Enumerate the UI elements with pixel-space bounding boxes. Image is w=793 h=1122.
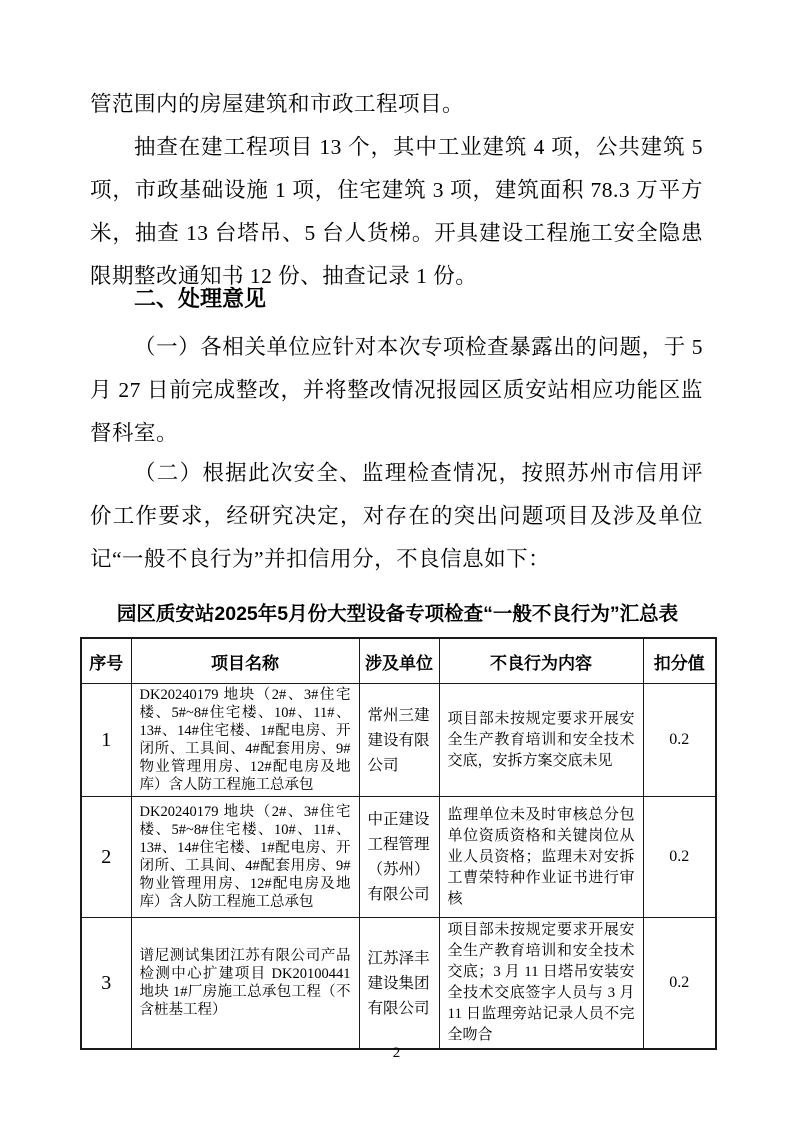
row-seq: 3 xyxy=(81,918,131,1050)
table-row xyxy=(81,918,716,1050)
row-involved-unit: 常州三建建设有限公司 xyxy=(359,684,439,797)
col-header-seq: 序号 xyxy=(81,638,131,684)
row-involved-unit: 中正建设工程管理（苏州）有限公司 xyxy=(359,797,439,918)
row-involved-unit: 江苏泽丰建设集团有限公司 xyxy=(359,918,439,1050)
row-project-name: 谱尼测试集团江苏有限公司产品检测中心扩建项目 DK20100441 地块 1#厂房施工总承包工程（不含桩基工程） xyxy=(131,918,359,1050)
section-heading: 二、处理意见 xyxy=(134,286,267,311)
row-seq: 2 xyxy=(81,797,131,918)
row-project-name: DK20240179 地块（2#、3#住宅楼、5#~8#住宅楼、10#、11#、13#、14#住宅楼、1#配电房、开闭所、工具间、4#配套用房、9#物业管理用房、12#配电房及地库）含人防工程施工总承包 xyxy=(131,797,359,918)
row-behavior-content: 监理单位未及时审核总分包单位资质资格和关键岗位从业人员资格；监理未对安拆工曹荣特种作业证书进行审核 xyxy=(439,797,643,918)
row-deduction-value: 0.2 xyxy=(643,918,716,1050)
body-paragraph-continuation: 管范围内的房屋建筑和市政工程项目。 xyxy=(90,92,465,116)
col-header-deduction: 扣分值 xyxy=(643,638,716,684)
row-deduction-value: 0.2 xyxy=(643,797,716,918)
table-row xyxy=(81,684,716,797)
col-header-project: 项目名称 xyxy=(131,638,359,684)
col-header-behavior: 不良行为内容 xyxy=(439,638,643,684)
row-behavior-content: 项目部未按规定要求开展安全生产教育培训和安全技术交底；3 月 11 日塔吊安装安全技术交底签字人员与 3 月 11 日监理旁站记录人员不完全吻合 xyxy=(439,918,643,1050)
table-row xyxy=(81,797,716,918)
table-header-row xyxy=(81,638,716,684)
body-paragraph-inspection-summary: 抽查在建工程项目 13 个，其中工业建筑 4 项，公共建筑 5 项，市政基础设施 1 项，住宅建筑 3 项，建筑面积 78.3 万平方米，抽查 13 台塔吊、5 台人货梯。开具建设工程施工安全隐患限期整改通知书 12 份、抽查记录 1 份。 xyxy=(90,135,703,288)
table-title: 园区质安站2025年5月份大型设备专项检查“一般不良行为”汇总表 xyxy=(116,603,679,625)
col-header-unit: 涉及单位 xyxy=(359,638,439,684)
body-paragraph-item-one: （一）各相关单位应针对本次专项检查暴露出的问题，于 5 月 27 日前完成整改，并将整改情况报园区质安站相应功能区监督科室。 xyxy=(90,335,703,445)
bad-behavior-summary-table xyxy=(80,637,717,1050)
row-seq: 1 xyxy=(81,684,131,797)
row-deduction-value: 0.2 xyxy=(643,684,716,797)
row-behavior-content: 项目部未按规定要求开展安全生产教育培训和安全技术交底，安拆方案交底未见 xyxy=(439,684,643,797)
row-project-name: DK20240179 地块（2#、3#住宅楼、5#~8#住宅楼、10#、11#、13#、14#住宅楼、1#配电房、开闭所、工具间、4#配套用房、9#物业管理用房、12#配电房及地库）含人防工程施工总承包 xyxy=(131,684,359,797)
body-paragraph-item-two: （二）根据此次安全、监理检查情况，按照苏州市信用评价工作要求，经研究决定，对存在的突出问题项目及涉及单位记“一般不良行为”并扣信用分，不良信息如下： xyxy=(90,461,703,571)
page-number: 2 xyxy=(392,1045,401,1061)
